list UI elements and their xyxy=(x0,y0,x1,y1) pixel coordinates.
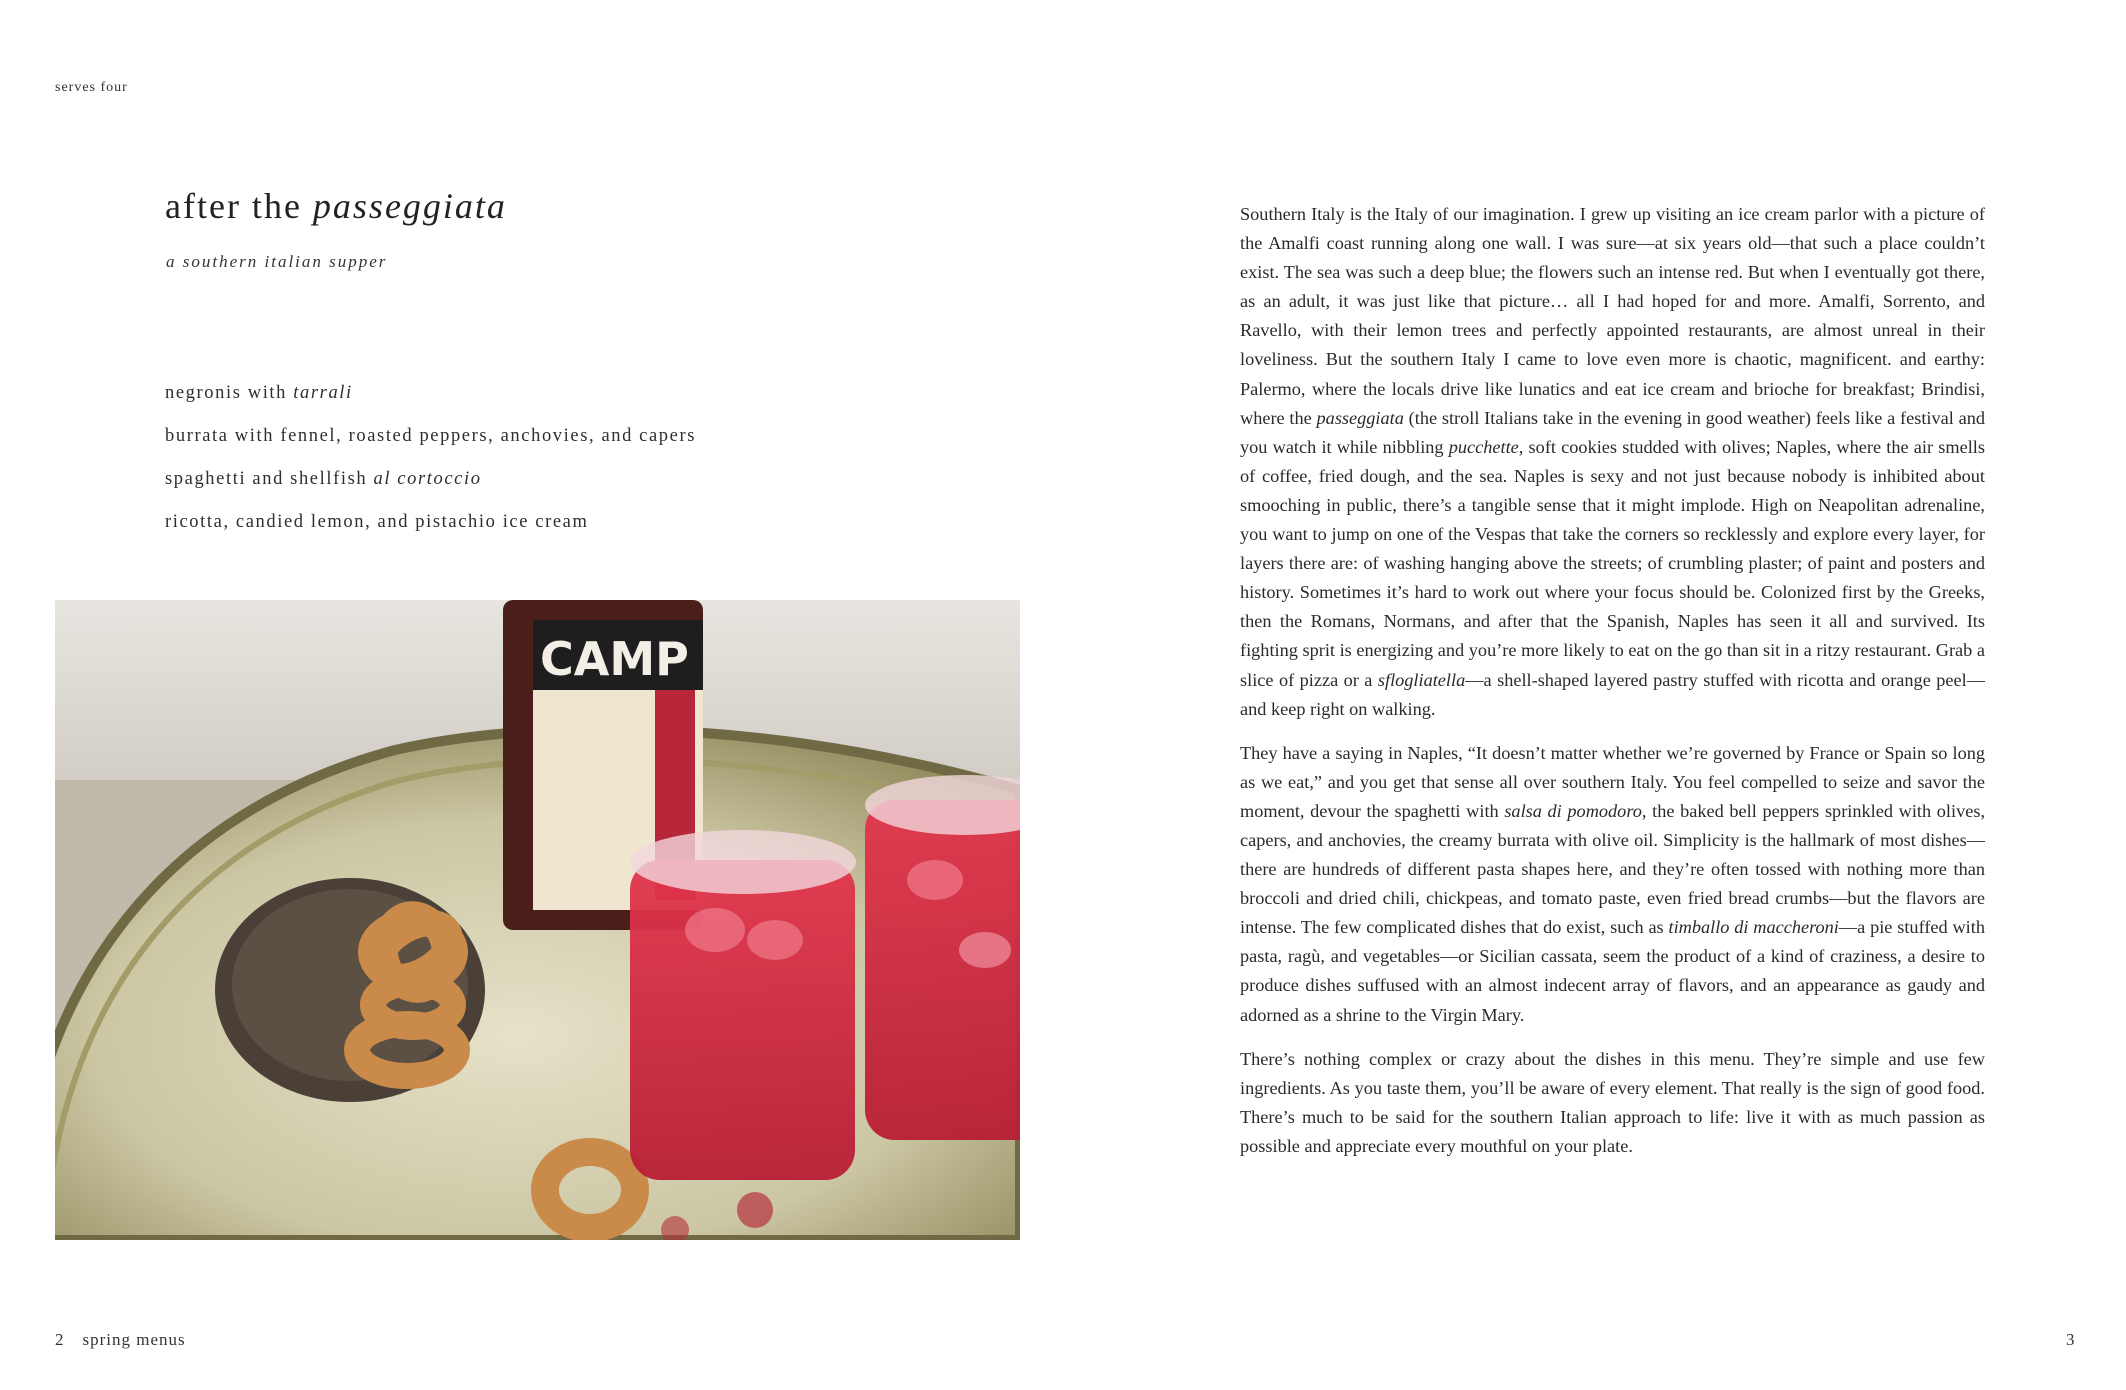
menu-item xyxy=(165,509,696,552)
menu-list xyxy=(165,380,696,552)
body-italic: salsa di pomodoro xyxy=(1504,800,1642,821)
page-number: 3 xyxy=(2066,1330,2075,1349)
body-text: —a pie stuffed with pasta, ragù, and vegetables—or Sicilian cassata, seem the product of a kind of craziness, a desire to produce dishes suffused with an almost indecent array of flavors, and an appearance as gaudy and adorned as a shrine to the Virgin Mary. xyxy=(1240,917,1985,1025)
body-paragraph xyxy=(1240,200,1985,724)
body-text: , the baked bell peppers sprinkled with olives, capers, and anchovies, the creamy burrata with olive oil. Simplicity is the hallmark of most dishes—there are hundreds of different pasta shapes here, and they’re often tossed with nothing more than broccoli and dried chili, chickpeas, and tomato paste, even fried bread crumbs—but the flavors are intense. The few complicated dishes that do exist, such as xyxy=(1240,800,1986,938)
menu-item-text: burrata with fennel, roasted peppers, anchovies, and capers xyxy=(165,426,697,446)
menu-item xyxy=(165,423,696,466)
ice xyxy=(685,908,745,952)
menu-item xyxy=(165,380,696,423)
menu-title-emphasis: passeggiata xyxy=(312,186,507,226)
body-copy xyxy=(1240,200,1985,1176)
menu-item-emphasis: tarrali xyxy=(293,383,353,403)
body-italic: timballo di maccheroni xyxy=(1668,917,1839,938)
body-paragraph xyxy=(1240,739,1985,1030)
ice xyxy=(907,860,963,900)
ice xyxy=(959,932,1011,968)
running-head: serves four xyxy=(55,80,128,95)
body-text: Southern Italy is the Italy of our imagination. I grew up visiting an ice cream parlor with a picture of the Amalfi coast running along one wall. I was sure—at six years old—that such a place couldn’t exist. The sea was such a deep blue; the flowers such an intense red. But when I eventually got there, as an adult, it was just like that picture… all I had hoped for and more. Amalfi, Sorrento, and Ravello, with their lemon trees and perfectly appointed restaurants, are almost unreal in their loveliness. But the southern Italy I came to love even more is chaotic, magnificent. and earthy: Palermo, where the locals drive like lunatics and eat ice cream and brioche for breakfast; Brindisi, where the xyxy=(1240,204,1985,428)
body-text: , soft cookies studded with olives; Naples, where the air smells of coffee, fried dough, and the sea. Naples is sexy and not just because nobody is inhibited about smooching in public, there’s a tangible sense that it might implode. High on Neapolitan adrenaline, you want to jump on one of the Vespas that take the corners so recklessly and explore every layer, for layers there are: of washing hanging above the streets; of crumbling plaster; of paint and posters and history. Sometimes it’s hard to work out where your focus should be. Colonized first by the Greeks, then the Romans, Normans, and after that the Spanish, Naples has seen it all and survived. Its fighting sprit is energizing and you’re more likely to eat on the go than sit in a ritzy restaurant. Grab a slice of pizza or a xyxy=(1240,436,1985,690)
ice xyxy=(747,920,803,960)
menu-item-text: spaghetti and shellfish xyxy=(165,469,374,489)
body-text: They have a saying in Naples, “It doesn’t matter whether we’re governed by France or Spain so long as we eat,” and you get that sense all over southern Italy. You feel compelled to seize and savor the moment, devour the spaghetti with xyxy=(1240,742,1985,821)
menu-item-text: negronis with xyxy=(165,383,294,403)
body-italic: pucchette xyxy=(1448,436,1519,457)
tray-flower xyxy=(737,1192,773,1228)
body-italic: passeggiata xyxy=(1316,407,1404,428)
menu-title-lead: after the xyxy=(165,186,313,226)
glass xyxy=(630,860,855,1180)
section-name: spring menus xyxy=(82,1330,186,1349)
menu-item-text: ricotta, candied lemon, and pistachio ice cream xyxy=(165,512,589,532)
menu-item xyxy=(165,466,696,509)
negroni-photo xyxy=(55,600,1020,1240)
menu-title xyxy=(165,185,507,227)
bottle-label-text: CAMP xyxy=(540,632,689,686)
footer-left xyxy=(55,1330,186,1350)
menu-subtitle: a southern italian supper xyxy=(166,252,388,271)
body-paragraph: There’s nothing complex or crazy about the dishes in this menu. They’re simple and use few ingredients. As you taste them, you’ll be aware of every element. That really is the sign of good food. There’s much to be said for the southern Italian approach to life: live it with as much passion as possible and appreciate every mouthful on your plate. xyxy=(1240,1048,1985,1156)
negroni-photo-illustration xyxy=(55,600,1020,1240)
body-italic: sflogliatella xyxy=(1377,669,1466,690)
glass-rim xyxy=(630,830,856,894)
menu-item-emphasis: al cortoccio xyxy=(373,469,482,489)
glass xyxy=(865,800,1020,1140)
body-text: —a shell-shaped layered pastry stuffed with ricotta and orange peel—and keep right on walking. xyxy=(1240,669,1985,719)
page-number: 2 xyxy=(55,1330,65,1349)
body-text: (the stroll Italians take in the evening in good weather) feels like a festival and you watch it while nibbling xyxy=(1240,407,1985,457)
